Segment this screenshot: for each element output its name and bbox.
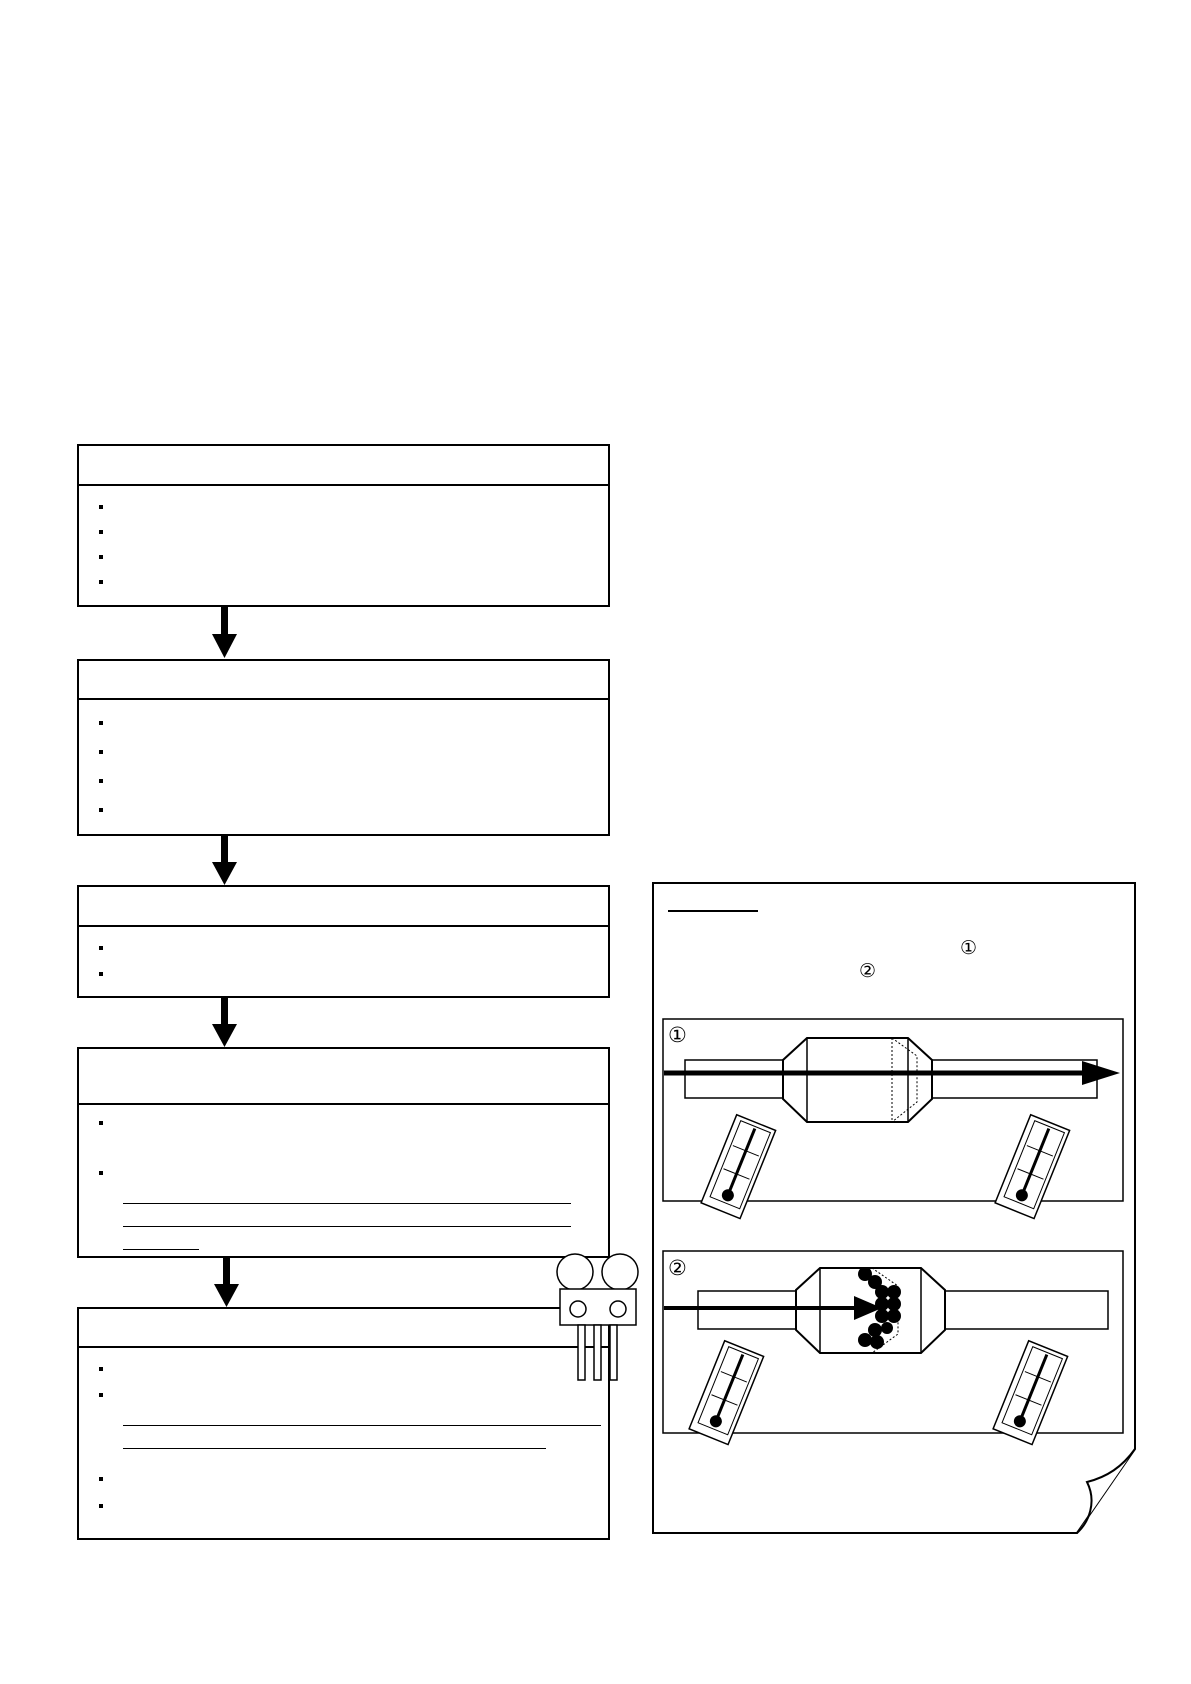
bullet: [99, 580, 103, 584]
flow-box-2: [77, 659, 610, 836]
flow-box-3-header: [79, 887, 608, 927]
note-marker-1: ①: [960, 937, 978, 959]
underline: [123, 1203, 571, 1204]
bullet: [99, 1393, 103, 1397]
filter-panel-1-label: ①: [668, 1023, 687, 1047]
bullet: [99, 972, 103, 976]
bullet: [99, 1121, 103, 1125]
underline: [123, 1448, 546, 1449]
note-marker-2: ②: [859, 960, 877, 982]
bullet: [99, 808, 103, 812]
filter-panel-2: [662, 1250, 1126, 1435]
bullet: [99, 505, 103, 509]
bullet: [99, 946, 103, 950]
flow-arrow-4: [212, 1258, 242, 1308]
flow-box-2-header: [79, 661, 608, 700]
underline: [123, 1425, 601, 1426]
underline: [123, 1249, 199, 1250]
bullet: [99, 530, 103, 534]
filter-panel-1: [662, 1018, 1126, 1203]
filter-panel-2-label: ②: [668, 1256, 687, 1280]
flow-box-3: [77, 885, 610, 998]
flow-box-4-header: [79, 1049, 608, 1105]
flow-arrow-3: [210, 998, 240, 1048]
flow-box-1: [77, 444, 610, 607]
bullet: [99, 779, 103, 783]
mascot-figure: [550, 1253, 645, 1381]
underline: [123, 1226, 571, 1227]
flow-arrow-1: [210, 607, 240, 659]
flow-arrow-2: [210, 836, 240, 886]
bullet: [99, 1477, 103, 1481]
bullet: [99, 721, 103, 725]
bullet: [99, 1504, 103, 1508]
flow-box-5-header: [79, 1309, 608, 1348]
bullet: [99, 750, 103, 754]
flow-box-5: [77, 1307, 610, 1540]
bullet: [99, 1171, 103, 1175]
flow-box-1-header: [79, 446, 608, 486]
bullet: [99, 1367, 103, 1371]
flow-box-4: [77, 1047, 610, 1258]
bullet: [99, 555, 103, 559]
